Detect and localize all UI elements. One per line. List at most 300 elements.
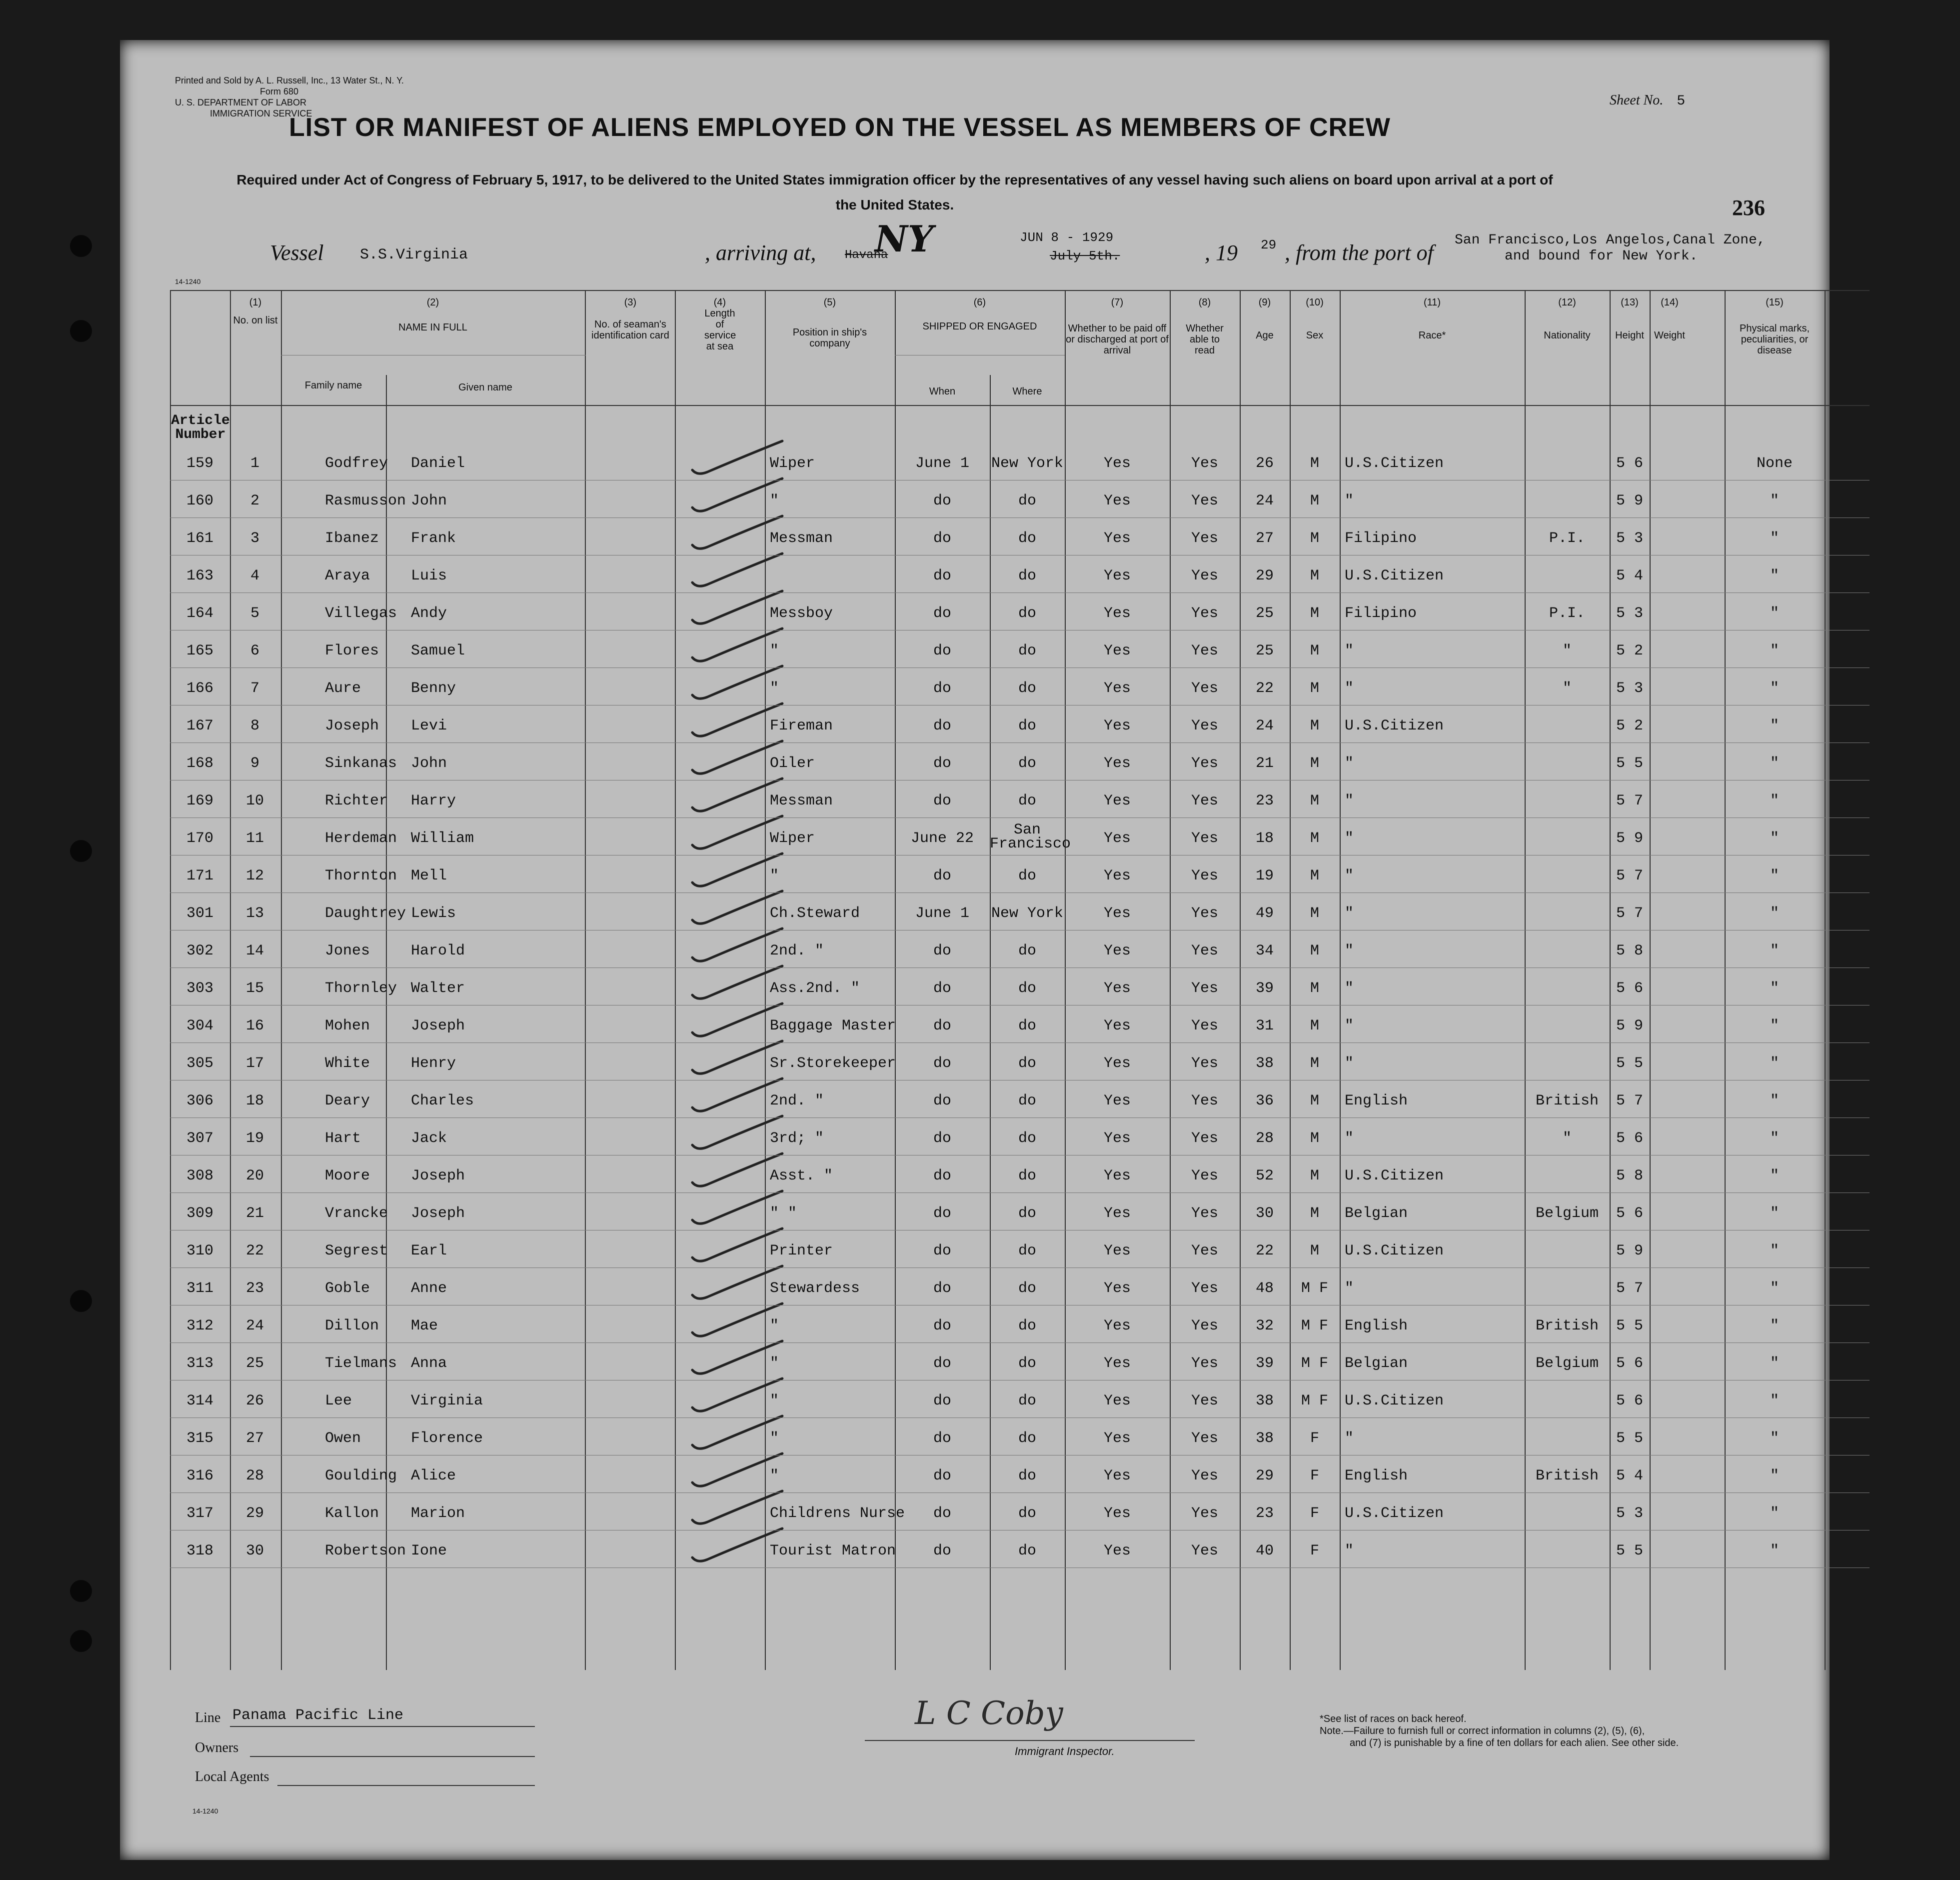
given-name: Mae: [411, 1318, 438, 1334]
position: Baggage Master: [770, 1018, 896, 1034]
age: 26: [1255, 455, 1274, 472]
age: 52: [1255, 1168, 1274, 1184]
given-name: John: [411, 755, 447, 772]
able-to-read: Yes: [1191, 942, 1219, 960]
height: 5 2: [1616, 718, 1644, 734]
article-number: 166: [186, 680, 214, 697]
shipped-when: do: [933, 1018, 952, 1034]
shipped-where: do: [1018, 1280, 1037, 1297]
height: 5 3: [1616, 605, 1644, 622]
able-to-read: Yes: [1191, 1392, 1219, 1410]
form-number: Form 680: [260, 86, 299, 96]
shipped-when: do: [933, 1092, 952, 1110]
paid-off: Yes: [1103, 1505, 1131, 1522]
physical-marks: ": [1770, 1542, 1780, 1560]
race: U.S.Citizen: [1345, 1392, 1444, 1410]
physical-marks: ": [1770, 1055, 1780, 1072]
shipped-where: do: [1018, 980, 1037, 997]
sex: M: [1310, 530, 1320, 547]
sex: M: [1310, 492, 1320, 510]
article-number: 302: [186, 942, 214, 960]
shipped-when: do: [933, 1392, 952, 1410]
shipped-when: do: [933, 1318, 952, 1334]
printer-line: Printed and Sold by A. L. Russell, Inc., 13 Water St., N. Y.: [175, 76, 404, 86]
age: 30: [1255, 1205, 1274, 1222]
list-number: 12: [245, 868, 264, 884]
punch-hole: [70, 1630, 92, 1652]
height: 5 7: [1616, 905, 1644, 922]
age: 39: [1255, 1355, 1274, 1372]
race: ": [1345, 755, 1354, 772]
age: 29: [1255, 1468, 1274, 1484]
check-mark: [692, 1116, 782, 1148]
shipped-when: do: [933, 718, 952, 734]
family-name: Vrancke: [325, 1205, 388, 1222]
shipped-when: do: [933, 605, 952, 622]
shipped-where: do: [1018, 1430, 1037, 1447]
height: 5 5: [1616, 1318, 1644, 1334]
arriving-handwritten: NY: [875, 218, 934, 260]
able-to-read: Yes: [1191, 680, 1219, 697]
physical-marks: ": [1770, 1430, 1780, 1447]
position: 3rd; ": [770, 1130, 824, 1147]
position: Wiper: [770, 455, 815, 472]
list-number: 29: [245, 1505, 264, 1522]
race: ": [1345, 905, 1354, 922]
nationality: P.I.: [1549, 530, 1586, 547]
list-number: 7: [250, 680, 260, 697]
shipped-when: do: [933, 1055, 952, 1072]
given-name: Charles: [411, 1092, 474, 1110]
height: 5 9: [1616, 830, 1644, 847]
col-number: (11): [1423, 297, 1441, 308]
penalty-note-2: and (7) is punishable by a fine of ten dollars for each alien. See other side.: [1350, 1738, 1679, 1748]
list-number: 9: [250, 755, 260, 772]
shipped-when: do: [933, 1468, 952, 1484]
document-title: LIST OR MANIFEST OF ALIENS EMPLOYED ON THE VESSEL AS MEMBERS OF CREW: [289, 113, 1391, 142]
check-mark: [692, 1491, 782, 1524]
list-number: 15: [245, 980, 264, 997]
age: 28: [1255, 1130, 1274, 1147]
family-name: Dillon: [325, 1318, 379, 1334]
physical-marks: ": [1770, 605, 1780, 622]
height: 5 6: [1616, 1130, 1644, 1147]
check-mark: [692, 1078, 782, 1111]
given-name: Ione: [411, 1542, 447, 1560]
article-number: 165: [186, 642, 214, 660]
position: Fireman: [770, 718, 833, 734]
physical-marks: ": [1770, 1392, 1780, 1410]
height: 5 5: [1616, 1542, 1644, 1560]
given-name: Joseph: [411, 1205, 465, 1222]
nationality: Belgium: [1535, 1205, 1599, 1222]
family-name: Aure: [325, 680, 361, 697]
col-number: (12): [1558, 297, 1576, 308]
given-name: Anne: [411, 1280, 447, 1297]
race: ": [1345, 1542, 1354, 1560]
sex: M F: [1301, 1355, 1329, 1372]
paid-off: Yes: [1103, 642, 1131, 660]
age: 49: [1255, 905, 1274, 922]
height: 5 4: [1616, 1468, 1644, 1484]
race: U.S.Citizen: [1345, 455, 1444, 472]
shipped-where: do: [1018, 605, 1037, 622]
col-number: (10): [1306, 297, 1324, 308]
able-to-read: Yes: [1191, 568, 1219, 584]
shipped-where: do: [1018, 1505, 1037, 1522]
family-name: Herdeman: [325, 830, 397, 847]
race: U.S.Citizen: [1345, 1168, 1444, 1184]
list-number: 20: [245, 1168, 264, 1184]
given-name: Joseph: [411, 1168, 465, 1184]
age: 21: [1255, 755, 1274, 772]
shipped-when: do: [933, 792, 952, 810]
shipped-when: June 1: [915, 455, 970, 472]
article-number: 159: [186, 455, 214, 472]
race: ": [1345, 942, 1354, 960]
physical-marks: ": [1770, 905, 1780, 922]
given-name: Luis: [411, 568, 447, 584]
paid-off: Yes: [1103, 1468, 1131, 1484]
physical-marks: ": [1770, 1280, 1780, 1297]
race: ": [1345, 1430, 1354, 1447]
position: " ": [770, 1205, 797, 1222]
check-mark: [692, 1454, 782, 1486]
punch-hole: [70, 1580, 92, 1602]
paid-off: Yes: [1103, 1430, 1131, 1447]
nationality: British: [1535, 1092, 1599, 1110]
sex: M: [1310, 868, 1320, 884]
shipped-when: do: [933, 642, 952, 660]
height: 5 7: [1616, 1280, 1644, 1297]
article-number: 309: [186, 1205, 214, 1222]
race: Filipino: [1345, 605, 1417, 622]
paid-off: Yes: [1103, 1542, 1131, 1560]
row-rule: [170, 1192, 1870, 1193]
row-rule: [170, 1342, 1870, 1343]
service-name: IMMIGRATION SERVICE: [210, 108, 312, 118]
check-mark: [692, 554, 782, 586]
height: 5 9: [1616, 492, 1644, 510]
crew-table: [170, 275, 1870, 1685]
shipped-when: do: [933, 1430, 952, 1447]
sex: M: [1310, 680, 1320, 697]
race: ": [1345, 1018, 1354, 1034]
check-mark: [692, 1416, 782, 1448]
sex: M: [1310, 1205, 1320, 1222]
age: 32: [1255, 1318, 1274, 1334]
given-name: Florence: [411, 1430, 483, 1447]
paid-off: Yes: [1103, 568, 1131, 584]
article-number: 314: [186, 1392, 214, 1410]
given-name: Andy: [411, 605, 447, 622]
physical-marks: ": [1770, 718, 1780, 734]
sex: M: [1310, 1242, 1320, 1260]
sex: M: [1310, 755, 1320, 772]
shipped-when: do: [933, 1542, 952, 1560]
sex: M F: [1301, 1280, 1329, 1297]
age: 36: [1255, 1092, 1274, 1110]
age: 38: [1255, 1430, 1274, 1447]
sex: M: [1310, 792, 1320, 810]
shipped-when: do: [933, 1505, 952, 1522]
vessel-name: S.S.Virginia: [360, 246, 468, 264]
sex: M: [1310, 1055, 1320, 1072]
race: Belgian: [1345, 1205, 1408, 1222]
age: 23: [1255, 792, 1274, 810]
height: 5 6: [1616, 1205, 1644, 1222]
sex: M: [1310, 568, 1320, 584]
punch-hole: [70, 320, 92, 342]
paid-off: Yes: [1103, 605, 1131, 622]
sex: M: [1310, 1130, 1320, 1147]
able-to-read: Yes: [1191, 755, 1219, 772]
sex: M F: [1301, 1392, 1329, 1410]
paid-off: Yes: [1103, 455, 1131, 472]
sex: M: [1310, 605, 1320, 622]
paid-off: Yes: [1103, 1242, 1131, 1260]
row-rule: [170, 855, 1870, 856]
able-to-read: Yes: [1191, 1430, 1219, 1447]
nationality: ": [1562, 642, 1572, 660]
shipped-when: do: [933, 1168, 952, 1184]
from-port-line2: and bound for New York.: [1505, 248, 1698, 264]
row-rule: [170, 1155, 1870, 1156]
col-label: Physical marks, peculiarities, or disease: [1739, 323, 1810, 356]
race: Belgian: [1345, 1355, 1408, 1372]
position: Wiper: [770, 830, 815, 847]
check-mark: [692, 1154, 782, 1186]
height: 5 3: [1616, 1505, 1644, 1522]
sex: M: [1310, 905, 1320, 922]
able-to-read: Yes: [1191, 455, 1219, 472]
physical-marks: ": [1770, 1505, 1780, 1522]
nationality: British: [1535, 1468, 1599, 1484]
paid-off: Yes: [1103, 980, 1131, 997]
check-mark: [692, 516, 782, 548]
date-stamp: JUN 8 - 1929: [1020, 230, 1114, 245]
physical-marks: None: [1756, 455, 1793, 472]
physical-marks: ": [1770, 1355, 1780, 1372]
manifest-sheet: [120, 40, 1830, 1860]
able-to-read: Yes: [1191, 1468, 1219, 1484]
col-label: No. on list: [233, 315, 278, 326]
list-number: 24: [245, 1318, 264, 1334]
able-to-read: Yes: [1191, 1542, 1219, 1560]
col-label: No. of seaman's identification card: [591, 319, 669, 341]
nationality: ": [1562, 1130, 1572, 1147]
height: 5 4: [1616, 568, 1644, 584]
article-number: 313: [186, 1355, 214, 1372]
article-number: 161: [186, 530, 214, 547]
family-name: Hart: [325, 1130, 361, 1147]
given-name: Samuel: [411, 642, 465, 660]
check-mark: [692, 1004, 782, 1036]
article-number: 167: [186, 718, 214, 734]
shipped-where: do: [1018, 1205, 1037, 1222]
list-number: 16: [245, 1018, 264, 1034]
shipped-where: do: [1018, 792, 1037, 810]
check-mark: [692, 741, 782, 774]
paid-off: Yes: [1103, 1205, 1131, 1222]
race: ": [1345, 830, 1354, 847]
sheet-number: [1610, 92, 1685, 109]
family-name: Robertson: [325, 1542, 406, 1560]
given-name: William: [411, 830, 474, 847]
family-name: Lee: [325, 1392, 352, 1410]
able-to-read: Yes: [1191, 1168, 1219, 1184]
check-mark: [692, 1341, 782, 1374]
nationality: British: [1535, 1318, 1599, 1334]
list-number: 3: [250, 530, 260, 547]
arriving-label: , arriving at,: [705, 240, 816, 265]
races-note: *See list of races on back hereof.: [1320, 1714, 1467, 1724]
col-label: Sex: [1306, 330, 1324, 341]
check-mark: [692, 704, 782, 736]
list-number: 25: [245, 1355, 264, 1372]
col-number: (7): [1111, 297, 1124, 308]
physical-marks: ": [1770, 1468, 1780, 1484]
paid-off: Yes: [1103, 718, 1131, 734]
shipped-when: do: [933, 868, 952, 884]
shipped-when: do: [933, 980, 952, 997]
position: Childrens Nurse: [770, 1505, 905, 1522]
family-name: Moore: [325, 1168, 370, 1184]
article-number: 308: [186, 1168, 214, 1184]
age: 19: [1255, 868, 1274, 884]
list-number: 11: [245, 830, 264, 847]
physical-marks: ": [1770, 830, 1780, 847]
family-name: Segrest: [325, 1242, 388, 1260]
physical-marks: ": [1770, 530, 1780, 547]
race: ": [1345, 1055, 1354, 1072]
able-to-read: Yes: [1191, 1130, 1219, 1147]
row-rule: [170, 592, 1870, 593]
vessel-row: [270, 218, 1820, 272]
list-number: 2: [250, 492, 260, 510]
race: ": [1345, 792, 1354, 810]
col-number: (1): [249, 297, 262, 308]
shipped-where: do: [1018, 1130, 1037, 1147]
physical-marks: ": [1770, 755, 1780, 772]
family-name: Rasmusson: [325, 492, 406, 510]
height: 5 8: [1616, 1168, 1644, 1184]
shipped-when: do: [933, 568, 952, 584]
family-name: Thornton: [325, 868, 397, 884]
shipped-where: do: [1018, 680, 1037, 697]
list-number: 22: [245, 1242, 264, 1260]
list-number: 14: [245, 942, 264, 960]
able-to-read: Yes: [1191, 905, 1219, 922]
department-name: U. S. DEPARTMENT OF LABOR: [175, 98, 307, 108]
paid-off: Yes: [1103, 755, 1131, 772]
family-name: Mohen: [325, 1018, 370, 1034]
position: Ass.2nd. ": [770, 980, 860, 997]
check-mark: [692, 1378, 782, 1411]
row-rule: [170, 1492, 1870, 1493]
article-number: 307: [186, 1130, 214, 1147]
race: U.S.Citizen: [1345, 718, 1444, 734]
family-name: Araya: [325, 568, 370, 584]
position: Tourist Matron: [770, 1542, 896, 1560]
check-mark: [692, 966, 782, 998]
age: 29: [1255, 568, 1274, 584]
list-number: 13: [245, 905, 264, 922]
col-number: (2): [426, 297, 439, 308]
height: 5 7: [1616, 792, 1644, 810]
shipped-when: do: [933, 1280, 952, 1297]
article-number: 315: [186, 1430, 214, 1447]
given-name: Walter: [411, 980, 465, 997]
height: 5 6: [1616, 980, 1644, 997]
sex: M: [1310, 642, 1320, 660]
check-mark: [692, 1191, 782, 1224]
family-name: Tielmans: [325, 1355, 397, 1372]
check-mark: [692, 928, 782, 961]
able-to-read: Yes: [1191, 1280, 1219, 1297]
shipped-when: do: [933, 942, 952, 960]
family-name: Daughtrey: [325, 905, 406, 922]
shipped-where: do: [1018, 1355, 1037, 1372]
race: Filipino: [1345, 530, 1417, 547]
paid-off: Yes: [1103, 868, 1131, 884]
article-number: 170: [186, 830, 214, 847]
age: 24: [1255, 718, 1274, 734]
col6-where-header: Where: [1012, 386, 1042, 397]
paid-off: Yes: [1103, 1130, 1131, 1147]
height: 5 5: [1616, 1430, 1644, 1447]
given-name: John: [411, 492, 447, 510]
sex: F: [1310, 1468, 1320, 1484]
col-number: (5): [823, 297, 836, 308]
age: 38: [1255, 1392, 1274, 1410]
height: 5 7: [1616, 1092, 1644, 1110]
shipped-where: do: [1018, 1542, 1037, 1560]
family-name: Richter: [325, 792, 388, 810]
row-rule: [170, 1005, 1870, 1006]
given-name: Anna: [411, 1355, 447, 1372]
physical-marks: ": [1770, 1318, 1780, 1334]
shipped-where: do: [1018, 718, 1037, 734]
shipped-where: do: [1018, 1055, 1037, 1072]
position: ": [770, 492, 779, 510]
article-number: 310: [186, 1242, 214, 1260]
article-number: 168: [186, 755, 214, 772]
age: 25: [1255, 605, 1274, 622]
check-mark: [692, 891, 782, 924]
inspector-signature: L C Coby: [915, 1695, 1063, 1732]
sex: M: [1310, 980, 1320, 997]
list-number: 10: [245, 792, 264, 810]
physical-marks: ": [1770, 792, 1780, 810]
col-label: NAME IN FULL: [398, 322, 467, 333]
position: Messman: [770, 530, 833, 547]
col-label: Length of service at sea: [704, 308, 736, 352]
race: English: [1345, 1092, 1408, 1110]
article-number: 169: [186, 792, 214, 810]
family-name: Goulding: [325, 1468, 397, 1484]
article-number: 305: [186, 1055, 214, 1072]
shipped-when: do: [933, 1130, 952, 1147]
position: 2nd. ": [770, 1092, 824, 1110]
physical-marks: ": [1770, 1242, 1780, 1260]
article-number: 301: [186, 905, 214, 922]
race: English: [1345, 1468, 1408, 1484]
given-name: Harry: [411, 792, 456, 810]
race: ": [1345, 642, 1354, 660]
penalty-note-1: Note.—Failure to furnish full or correct information in columns (2), (5), (6),: [1320, 1726, 1645, 1736]
family-name: Godfrey: [325, 455, 388, 472]
